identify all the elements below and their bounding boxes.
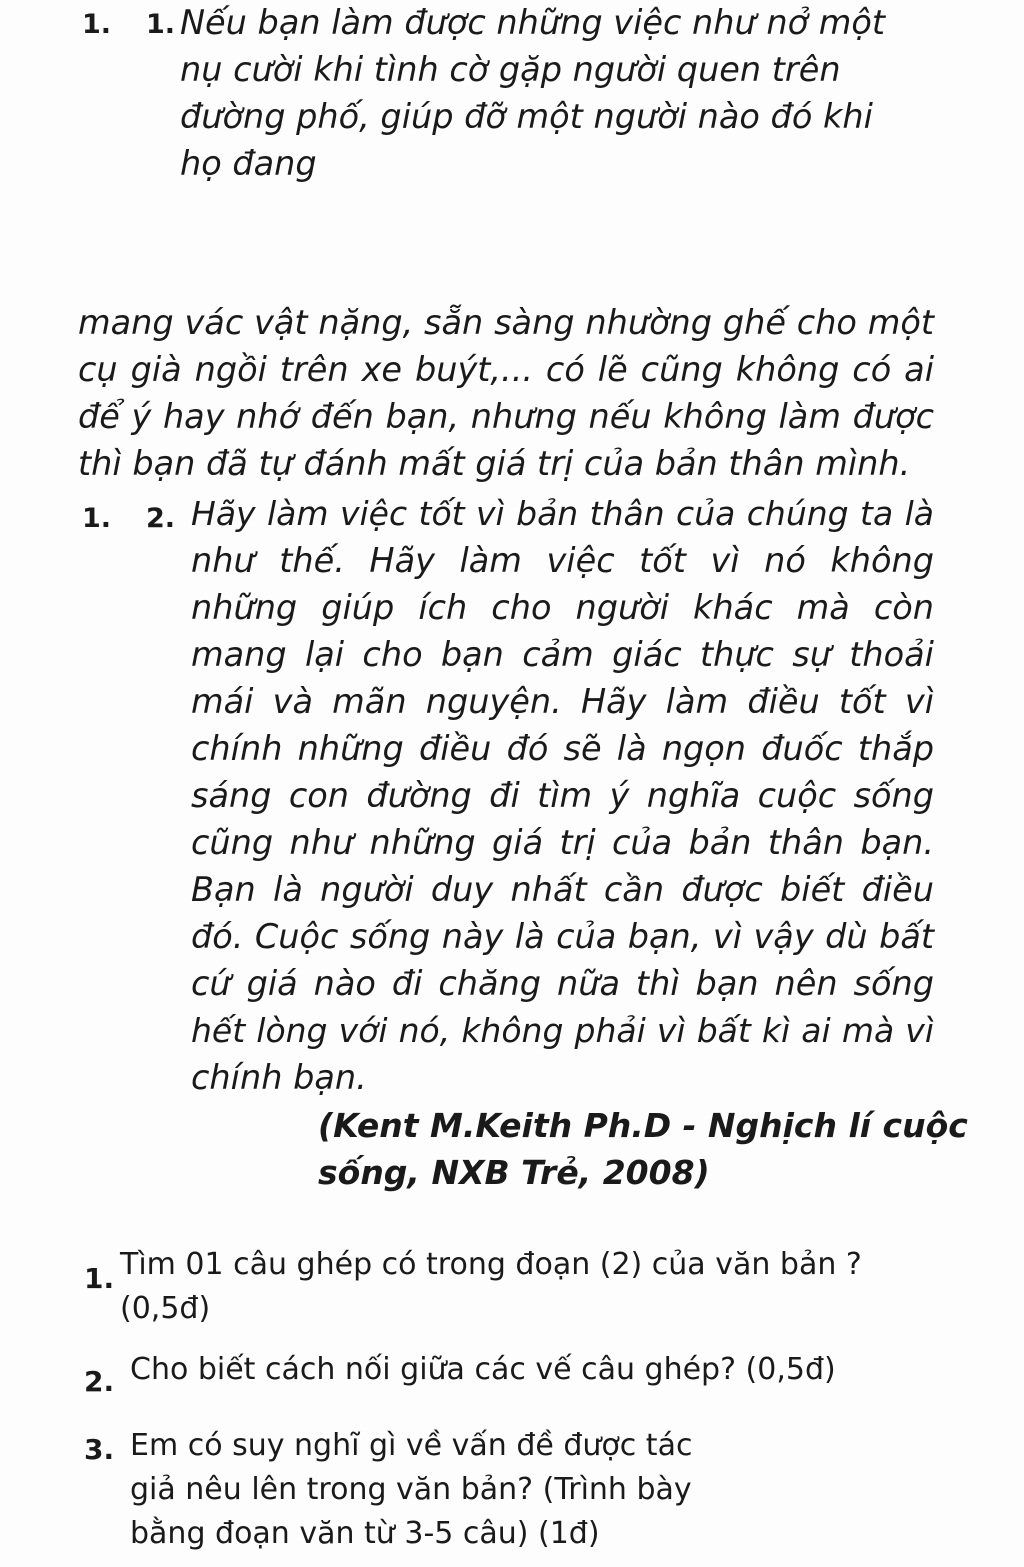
citation-line: (Kent M.Keith Ph.D - Nghịch lí cuộc — [318, 1106, 968, 1145]
paragraph-line: hết lòng với nó, không phải vì bất kì ai mà vì — [191, 1011, 934, 1050]
paragraph-line: mái và mãn nguyện. Hãy làm điều tốt vì — [191, 682, 934, 721]
paragraph-line: nụ cười khi tình cờ gặp người quen trên — [180, 50, 841, 89]
paragraph-line: đó. Cuộc sống này là của bạn, vì vậy dù bất — [191, 917, 934, 956]
paragraph-line: để ý hay nhớ đến bạn, nhưng nếu không làm được — [78, 397, 934, 436]
question-line: bằng đoạn văn từ 3-5 câu) (1đ) — [130, 1516, 600, 1551]
paragraph-line: Bạn là người duy nhất cần được biết điều — [191, 870, 934, 909]
question-line: Em có suy nghĩ gì về vấn đề được tác — [130, 1428, 693, 1463]
question-number: 1. — [84, 1262, 115, 1295]
paragraph-line: mang lại cho bạn cảm giác thực sự thoải — [191, 635, 934, 674]
paragraph-line: Hãy làm việc tốt vì bản thân của chúng ta là — [191, 494, 934, 533]
paragraph-line: chính bạn. — [191, 1058, 367, 1097]
paragraph-line: cũng như những giá trị của bản thân bạn. — [191, 823, 934, 862]
citation-line: sống, NXB Trẻ, 2008) — [318, 1153, 710, 1192]
paragraph-line: mang vác vật nặng, sẵn sàng nhường ghế cho một — [78, 303, 934, 342]
paragraph-line: chính những điều đó sẽ là ngọn đuốc thắp — [191, 729, 934, 768]
paragraph-number: 1. — [146, 9, 176, 40]
paragraph-number: 2. — [146, 503, 176, 534]
question-line: Tìm 01 câu ghép có trong đoạn (2) của văn bản ? — [120, 1247, 862, 1282]
question-line: giả nêu lên trong văn bản? (Trình bày — [130, 1472, 692, 1507]
paragraph-line: cụ già ngồi trên xe buýt,... có lẽ cũng không có ai — [78, 350, 934, 389]
paragraph-line: Nếu bạn làm được những việc như nở một — [180, 3, 886, 42]
question-number: 2. — [84, 1365, 115, 1398]
paragraph-line: những giúp ích cho người khác mà còn — [191, 588, 934, 627]
list-marker: 1. — [82, 9, 112, 40]
paragraph-line: như thế. Hãy làm việc tốt vì nó không — [191, 541, 934, 580]
paragraph-line: sáng con đường đi tìm ý nghĩa cuộc sống — [191, 776, 934, 815]
paragraph-line: cứ giá nào đi chăng nữa thì bạn nên sống — [191, 964, 934, 1003]
question-line: Cho biết cách nối giữa các vế câu ghép? (0,5đ) — [130, 1352, 836, 1387]
list-marker: 1. — [82, 503, 112, 534]
question-number: 3. — [84, 1433, 115, 1466]
question-line: (0,5đ) — [120, 1291, 211, 1326]
paragraph-line: thì bạn đã tự đánh mất giá trị của bản thân mình. — [78, 444, 911, 483]
paragraph-line: đường phố, giúp đỡ một người nào đó khi — [180, 97, 873, 136]
paragraph-line: họ đang — [180, 144, 317, 183]
